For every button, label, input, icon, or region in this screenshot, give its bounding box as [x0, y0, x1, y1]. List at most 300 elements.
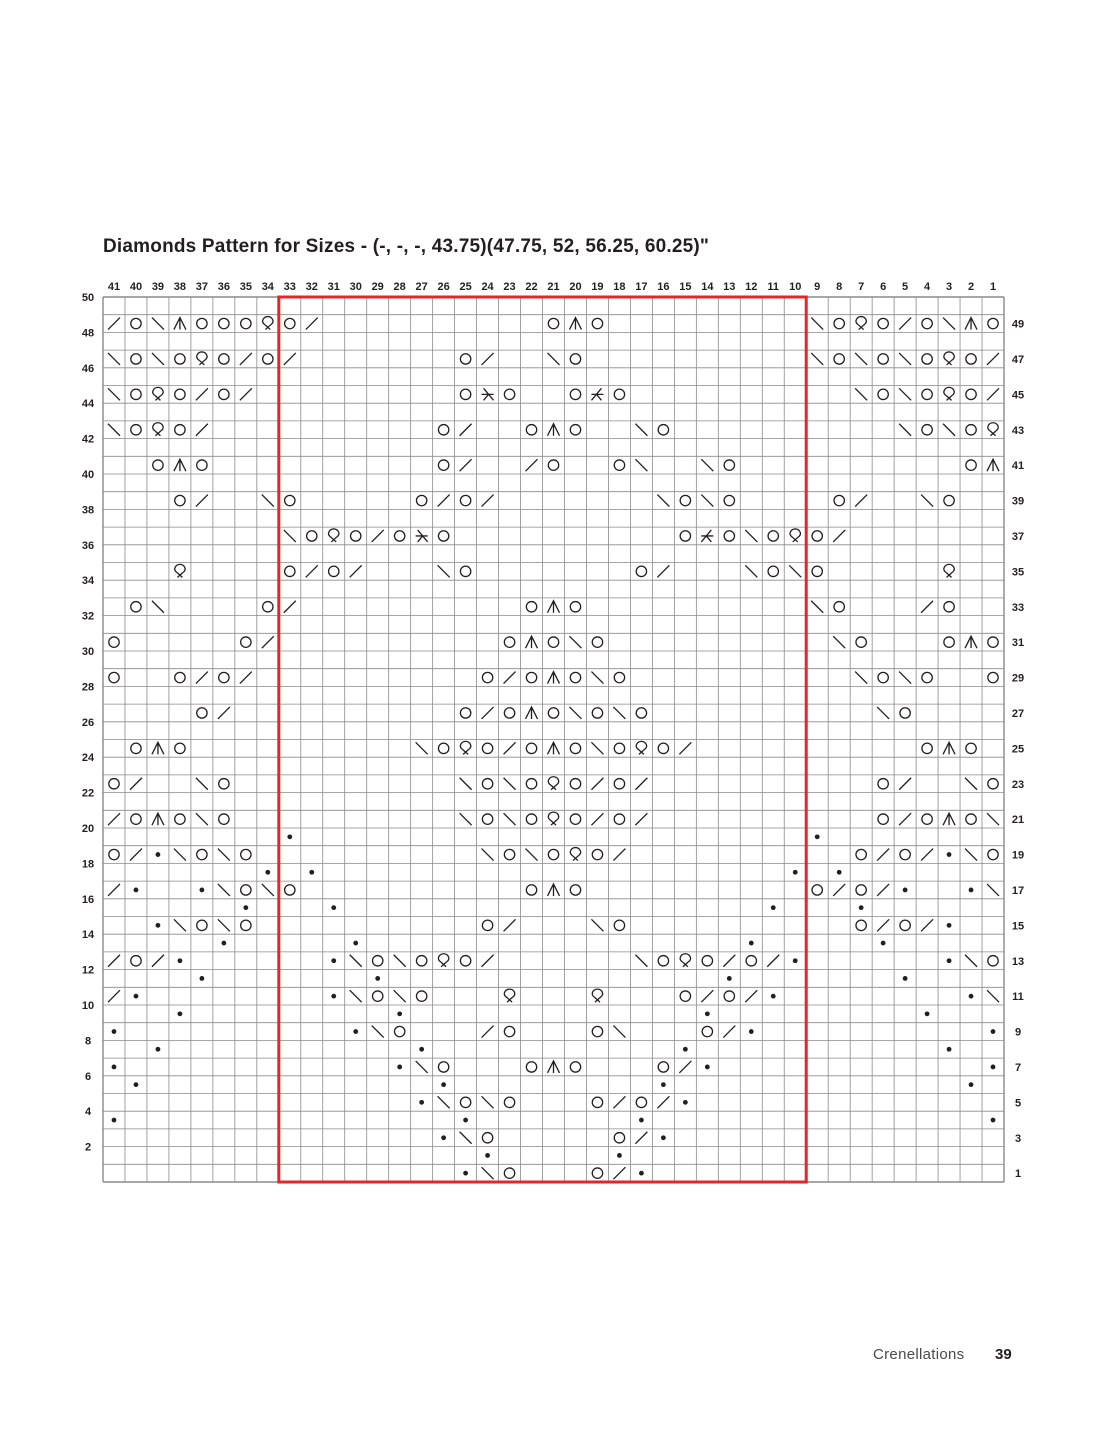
s2kp-symbol: [569, 318, 581, 330]
dot-symbol: [331, 994, 336, 999]
yarn-over-symbol: [526, 425, 536, 435]
column-label: 41: [107, 281, 121, 293]
yarn-over-symbol: [504, 708, 514, 718]
yarn-over-symbol: [219, 354, 229, 364]
dot-symbol: [178, 958, 183, 963]
dot-symbol: [903, 976, 908, 981]
row-label-left: 6: [84, 1070, 92, 1083]
yarn-over-symbol: [482, 743, 492, 753]
dot-symbol: [793, 958, 798, 963]
k2tog-symbol: [679, 1061, 691, 1073]
yarn-over-symbol: [768, 531, 778, 541]
k2tog-symbol: [240, 672, 252, 684]
page-number: 39: [995, 1346, 1012, 1363]
yarn-over-symbol: [438, 743, 448, 753]
k2tog-symbol: [899, 318, 911, 330]
k2tog-symbol: [482, 495, 494, 507]
twisted-yarn-over-symbol: [175, 564, 185, 577]
k2tog-symbol: [591, 778, 603, 790]
yarn-over-symbol: [966, 743, 976, 753]
yarn-over-symbol: [438, 531, 448, 541]
yarn-over-symbol: [570, 672, 580, 682]
column-label: 18: [613, 281, 626, 293]
yarn-over-symbol: [592, 637, 602, 647]
ssk-symbol: [855, 353, 867, 365]
k2tog-symbol: [438, 495, 450, 507]
dot-symbol: [419, 1047, 424, 1052]
yarn-over-symbol: [812, 531, 822, 541]
s2kp-symbol: [548, 424, 560, 436]
s2kp-symbol: [526, 636, 538, 648]
k2tog-symbol: [657, 565, 669, 577]
yarn-over-symbol: [680, 991, 690, 1001]
dot-symbol: [881, 941, 886, 946]
k2tog-symbol: [899, 778, 911, 790]
yarn-over-symbol: [175, 672, 185, 682]
s2kp-symbol: [548, 884, 560, 896]
twisted-yarn-over-symbol: [460, 741, 470, 754]
yarn-over-symbol: [724, 991, 734, 1001]
k2tog-symbol: [767, 955, 779, 967]
row-label-right: 21: [1011, 814, 1025, 827]
row-label-right: 1: [1014, 1168, 1022, 1181]
ssk-symbol: [438, 565, 450, 577]
ssk-symbol: [899, 388, 911, 400]
yarn-over-symbol: [570, 1062, 580, 1072]
k2tog-symbol: [372, 530, 384, 542]
twisted-yarn-over-symbol: [197, 352, 207, 365]
k2tog-symbol: [987, 353, 999, 365]
yarn-over-symbol: [570, 779, 580, 789]
row-label-right: 23: [1011, 778, 1025, 791]
ssk-symbol: [196, 813, 208, 825]
dot-symbol: [705, 1065, 710, 1070]
yarn-over-symbol: [131, 425, 141, 435]
column-label: 16: [657, 281, 670, 293]
ssk-symbol: [416, 742, 428, 754]
twisted-yarn-over-symbol: [680, 954, 690, 967]
ssk-symbol: [504, 778, 516, 790]
k2tog-symbol: [130, 849, 142, 861]
row-label-left: 30: [81, 646, 95, 658]
twisted-yarn-over-symbol: [856, 317, 866, 330]
ssk-symbol: [460, 813, 472, 825]
ssk-symbol: [416, 1061, 428, 1073]
twisted-yarn-over-symbol: [944, 564, 954, 577]
yarn-over-symbol: [614, 814, 624, 824]
yarn-over-symbol: [988, 956, 998, 966]
sssk-symbol: [482, 388, 494, 400]
dot-symbol: [771, 994, 776, 999]
column-label: 32: [305, 281, 318, 293]
yarn-over-symbol: [263, 602, 273, 612]
row-label-left: 36: [81, 539, 95, 552]
row-label-left: 22: [81, 787, 95, 800]
row-label-right: 27: [1011, 707, 1025, 720]
yarn-over-symbol: [219, 389, 229, 399]
twisted-yarn-over-symbol: [504, 989, 514, 1002]
yarn-over-symbol: [592, 708, 602, 718]
k2tog-symbol: [284, 601, 296, 613]
yarn-over-symbol: [966, 814, 976, 824]
ssk-symbol: [569, 636, 581, 648]
k2tog-symbol: [504, 672, 516, 684]
yarn-over-symbol: [526, 743, 536, 753]
ssk-symbol: [174, 919, 186, 931]
k2tog-symbol: [284, 353, 296, 365]
yarn-over-symbol: [570, 389, 580, 399]
yarn-over-symbol: [241, 318, 251, 328]
row-label-left: 34: [81, 575, 95, 588]
ssk-symbol: [701, 495, 713, 507]
yarn-over-symbol: [438, 425, 448, 435]
yarn-over-symbol: [372, 956, 382, 966]
dot-symbol: [331, 958, 336, 963]
dot-symbol: [969, 1082, 974, 1087]
ssk-symbol: [394, 955, 406, 967]
yarn-over-symbol: [109, 672, 119, 682]
s2kp-symbol: [174, 459, 186, 471]
yarn-over-symbol: [416, 956, 426, 966]
column-label: 37: [195, 281, 209, 293]
row-label-left: 2: [84, 1141, 92, 1154]
row-label-right: 15: [1011, 920, 1025, 933]
ssk-symbol: [196, 778, 208, 790]
dot-symbol: [221, 941, 226, 946]
k2tog-symbol: [196, 495, 208, 507]
column-label: 2: [967, 281, 975, 293]
column-label: 33: [283, 281, 296, 293]
column-label: 31: [327, 281, 340, 293]
ssk-symbol: [372, 1026, 384, 1038]
yarn-over-symbol: [263, 354, 273, 364]
yarn-over-symbol: [746, 956, 756, 966]
column-label: 25: [459, 281, 472, 293]
yarn-over-symbol: [548, 637, 558, 647]
column-label: 21: [547, 281, 560, 293]
dot-symbol: [969, 994, 974, 999]
yarn-over-symbol: [922, 814, 932, 824]
ssk-symbol: [526, 849, 538, 861]
yarn-over-symbol: [592, 1097, 602, 1107]
ssk-symbol: [943, 424, 955, 436]
row-label-right: 41: [1011, 460, 1025, 473]
k2tog-symbol: [833, 884, 845, 896]
yarn-over-symbol: [658, 425, 668, 435]
yarn-over-symbol: [504, 1026, 514, 1036]
yarn-over-symbol: [197, 849, 207, 859]
k2tog-symbol: [108, 318, 120, 330]
row-label-right: 19: [1011, 849, 1025, 862]
ssk-symbol: [745, 565, 757, 577]
dot-symbol: [156, 1047, 161, 1052]
yarn-over-symbol: [219, 814, 229, 824]
yarn-over-symbol: [614, 1133, 624, 1143]
column-label: 30: [349, 281, 362, 293]
yarn-over-symbol: [416, 991, 426, 1001]
twisted-yarn-over-symbol: [263, 317, 273, 330]
yarn-over-symbol: [900, 708, 910, 718]
dot-symbol: [947, 923, 952, 928]
dot-symbol: [199, 888, 204, 893]
row-label-right: 49: [1011, 318, 1025, 331]
yarn-over-symbol: [131, 743, 141, 753]
row-label-left: 26: [81, 716, 95, 729]
yarn-over-symbol: [219, 672, 229, 682]
yarn-over-symbol: [372, 991, 382, 1001]
s2kp-symbol: [987, 459, 999, 471]
row-label-left: 4: [84, 1106, 92, 1119]
ssk-symbol: [591, 742, 603, 754]
yarn-over-symbol: [988, 318, 998, 328]
yarn-over-symbol: [175, 425, 185, 435]
ssk-symbol: [855, 672, 867, 684]
k2tog-symbol: [899, 813, 911, 825]
k2tog-symbol: [701, 990, 713, 1002]
ssk-symbol: [569, 707, 581, 719]
yarn-over-symbol: [966, 425, 976, 435]
dot-symbol: [947, 958, 952, 963]
yarn-over-symbol: [570, 354, 580, 364]
ssk-symbol: [877, 707, 889, 719]
row-label-right: 45: [1011, 389, 1025, 402]
row-label-right: 3: [1014, 1132, 1022, 1145]
k2tog-symbol: [921, 601, 933, 613]
yarn-over-symbol: [570, 814, 580, 824]
yarn-over-symbol: [460, 956, 470, 966]
s2kp-symbol: [174, 318, 186, 330]
yarn-over-symbol: [768, 566, 778, 576]
yarn-over-symbol: [438, 460, 448, 470]
row-label-left: 40: [81, 469, 95, 481]
dot-symbol: [815, 834, 820, 839]
column-label: 29: [371, 281, 384, 293]
yarn-over-symbol: [570, 602, 580, 612]
yarn-over-symbol: [878, 354, 888, 364]
yarn-over-symbol: [482, 672, 492, 682]
dot-symbol: [199, 976, 204, 981]
dot-symbol: [134, 994, 139, 999]
k2tog-symbol: [921, 849, 933, 861]
ssk-symbol: [460, 778, 472, 790]
ssk-symbol: [152, 318, 164, 330]
yarn-over-symbol: [944, 602, 954, 612]
yarn-over-symbol: [109, 779, 119, 789]
yarn-over-symbol: [482, 920, 492, 930]
dot-symbol: [287, 834, 292, 839]
yarn-over-symbol: [131, 814, 141, 824]
yarn-over-symbol: [482, 814, 492, 824]
yarn-over-symbol: [614, 779, 624, 789]
ssk-symbol: [701, 459, 713, 471]
dot-symbol: [859, 905, 864, 910]
yarn-over-symbol: [526, 779, 536, 789]
dot-symbol: [727, 976, 732, 981]
yarn-over-symbol: [724, 495, 734, 505]
ssk-symbol: [635, 955, 647, 967]
dot-symbol: [639, 1171, 644, 1176]
dot-symbol: [947, 852, 952, 857]
yarn-over-symbol: [394, 531, 404, 541]
row-label-left: 10: [81, 1000, 95, 1012]
column-label: 3: [945, 281, 953, 293]
dot-symbol: [134, 888, 139, 893]
s2kp-symbol: [548, 1061, 560, 1073]
k2tog-symbol: [152, 955, 164, 967]
k2tog-symbol: [460, 459, 472, 471]
yarn-over-symbol: [153, 460, 163, 470]
ssk-symbol: [350, 990, 362, 1002]
dot-symbol: [771, 905, 776, 910]
dot-symbol: [309, 870, 314, 875]
yarn-over-symbol: [592, 1168, 602, 1178]
row-label-left: 24: [81, 752, 95, 765]
yarn-over-symbol: [351, 531, 361, 541]
yarn-over-symbol: [109, 849, 119, 859]
twisted-yarn-over-symbol: [592, 989, 602, 1002]
ssk-symbol: [591, 672, 603, 684]
yarn-over-symbol: [592, 849, 602, 859]
yarn-over-symbol: [548, 318, 558, 328]
yarn-over-symbol: [526, 602, 536, 612]
ssk-symbol: [438, 1096, 450, 1108]
ssk-symbol: [174, 849, 186, 861]
yarn-over-symbol: [548, 708, 558, 718]
dot-symbol: [112, 1029, 117, 1034]
yarn-over-symbol: [900, 920, 910, 930]
ssk-symbol: [657, 495, 669, 507]
dot-symbol: [925, 1011, 930, 1016]
dot-symbol: [353, 941, 358, 946]
twisted-yarn-over-symbol: [944, 387, 954, 400]
k2tog-symbol: [218, 707, 230, 719]
dot-symbol: [903, 888, 908, 893]
ssk-symbol: [591, 919, 603, 931]
k2tog-symbol: [635, 1132, 647, 1144]
ssk-symbol: [262, 884, 274, 896]
ssk-symbol: [833, 636, 845, 648]
yarn-over-symbol: [856, 920, 866, 930]
yarn-over-symbol: [526, 885, 536, 895]
yarn-over-symbol: [658, 956, 668, 966]
yarn-over-symbol: [175, 495, 185, 505]
yarn-over-symbol: [197, 708, 207, 718]
yarn-over-symbol: [702, 1026, 712, 1036]
s2kp-symbol: [548, 672, 560, 684]
yarn-over-symbol: [219, 318, 229, 328]
ssk-symbol: [635, 424, 647, 436]
yarn-over-symbol: [614, 920, 624, 930]
yarn-over-symbol: [614, 460, 624, 470]
yarn-over-symbol: [131, 389, 141, 399]
twisted-yarn-over-symbol: [944, 352, 954, 365]
k2tog-symbol: [262, 636, 274, 648]
yarn-over-symbol: [614, 389, 624, 399]
ssk-symbol: [152, 353, 164, 365]
ssk-symbol: [394, 990, 406, 1002]
k2tog-symbol: [482, 353, 494, 365]
row-label-right: 37: [1011, 530, 1025, 543]
yarn-over-symbol: [834, 602, 844, 612]
ssk-symbol: [965, 778, 977, 790]
dot-symbol: [793, 870, 798, 875]
ssk-symbol: [921, 495, 933, 507]
yarn-over-symbol: [241, 637, 251, 647]
column-label: 13: [723, 281, 736, 293]
twisted-yarn-over-symbol: [570, 848, 580, 861]
dot-symbol: [947, 1047, 952, 1052]
twisted-yarn-over-symbol: [153, 387, 163, 400]
yarn-over-symbol: [526, 672, 536, 682]
s2kp-symbol: [152, 742, 164, 754]
k2tog-symbol: [877, 849, 889, 861]
yarn-over-symbol: [922, 672, 932, 682]
yarn-over-symbol: [504, 849, 514, 859]
dot-symbol: [375, 976, 380, 981]
yarn-over-symbol: [988, 849, 998, 859]
yarn-over-symbol: [856, 637, 866, 647]
yarn-over-symbol: [878, 814, 888, 824]
dot-symbol: [749, 941, 754, 946]
ssk-symbol: [548, 353, 560, 365]
yarn-over-symbol: [482, 779, 492, 789]
ssk-symbol: [635, 459, 647, 471]
column-label: 19: [591, 281, 604, 293]
yarn-over-symbol: [922, 389, 932, 399]
yarn-over-symbol: [131, 956, 141, 966]
yarn-over-symbol: [856, 885, 866, 895]
row-label-right: 9: [1014, 1026, 1022, 1039]
dot-symbol: [419, 1100, 424, 1105]
k2tog-symbol: [240, 388, 252, 400]
yarn-over-symbol: [988, 672, 998, 682]
dot-symbol: [243, 905, 248, 910]
column-label: 4: [924, 281, 931, 293]
dot-symbol: [463, 1171, 468, 1176]
yarn-over-symbol: [175, 389, 185, 399]
k2tog-symbol: [482, 1026, 494, 1038]
yarn-over-symbol: [658, 743, 668, 753]
dot-symbol: [353, 1029, 358, 1034]
yarn-over-symbol: [702, 956, 712, 966]
yarn-over-symbol: [131, 602, 141, 612]
k2tog-symbol: [240, 353, 252, 365]
s2kp-symbol: [965, 636, 977, 648]
yarn-over-symbol: [460, 389, 470, 399]
dot-symbol: [683, 1100, 688, 1105]
ssk-symbol: [152, 601, 164, 613]
k3tog-symbol: [701, 530, 713, 542]
yarn-over-symbol: [460, 566, 470, 576]
ssk-symbol: [108, 353, 120, 365]
twisted-yarn-over-symbol: [153, 423, 163, 436]
k2tog-symbol: [108, 955, 120, 967]
ssk-symbol: [811, 353, 823, 365]
dot-symbol: [661, 1135, 666, 1140]
yarn-over-symbol: [197, 460, 207, 470]
column-label: 1: [989, 281, 997, 293]
yarn-over-symbol: [570, 885, 580, 895]
yarn-over-symbol: [460, 495, 470, 505]
yarn-over-symbol: [438, 1062, 448, 1072]
yarn-over-symbol: [658, 1062, 668, 1072]
dot-symbol: [178, 1011, 183, 1016]
column-label: 6: [880, 281, 887, 293]
yarn-over-symbol: [241, 885, 251, 895]
yarn-over-symbol: [966, 354, 976, 364]
twisted-yarn-over-symbol: [329, 529, 339, 542]
row-label-right: 25: [1011, 743, 1025, 756]
